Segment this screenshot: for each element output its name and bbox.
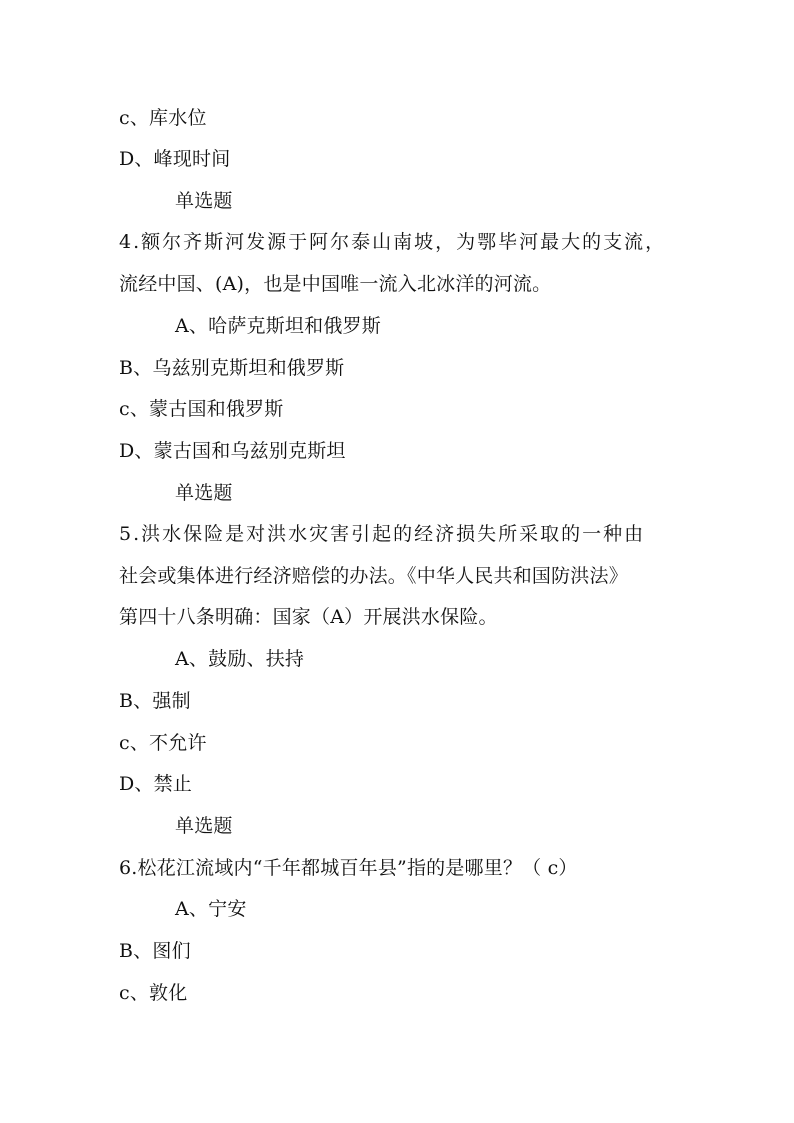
question-5-option-c: c、不允许 <box>119 732 207 754</box>
option-d-peak-time: D、峰现时间 <box>119 148 231 170</box>
question-5-text-line-1: 5.洪水保险是对洪水灾害引起的经济损失所采取的一种由 <box>119 523 646 545</box>
question-type-label: 单选题 <box>175 190 233 212</box>
question-4-option-b: B、乌兹别克斯坦和俄罗斯 <box>119 357 345 379</box>
question-5-option-d: D、禁止 <box>119 773 193 795</box>
question-6-option-a: A、宁安 <box>175 898 247 920</box>
question-4-text-line-2: 流经中国、(A)，也是中国唯一流入北冰洋的河流。 <box>119 273 552 295</box>
option-c-reservoir-level: c、库水位 <box>119 107 207 129</box>
question-5-option-a: A、鼓励、扶持 <box>175 648 305 670</box>
question-4-option-a: A、哈萨克斯坦和俄罗斯 <box>175 315 381 337</box>
question-type-label: 单选题 <box>175 815 233 837</box>
question-4-option-d: D、蒙古国和乌兹别克斯坦 <box>119 440 346 462</box>
question-5-text-line-2: 社会或集体进行经济赔偿的办法。《中华人民共和国防洪法》 <box>119 565 628 587</box>
question-4-text-line-1: 4.额尔齐斯河发源于阿尔泰山南坡，为鄂毕河最大的支流， <box>119 231 667 253</box>
question-5-option-b: B、强制 <box>119 690 191 712</box>
question-5-text-line-3: 第四十八条明确：国家（A）开展洪水保险。 <box>119 606 498 628</box>
question-4-option-c: c、蒙古国和俄罗斯 <box>119 398 284 420</box>
question-6-option-b: B、图们 <box>119 940 191 962</box>
question-6-option-c: c、敦化 <box>119 982 188 1004</box>
question-type-label: 单选题 <box>175 482 233 504</box>
question-6-text: 6.松花江流域内“千年都城百年县”指的是哪里？（ c） <box>119 857 578 879</box>
